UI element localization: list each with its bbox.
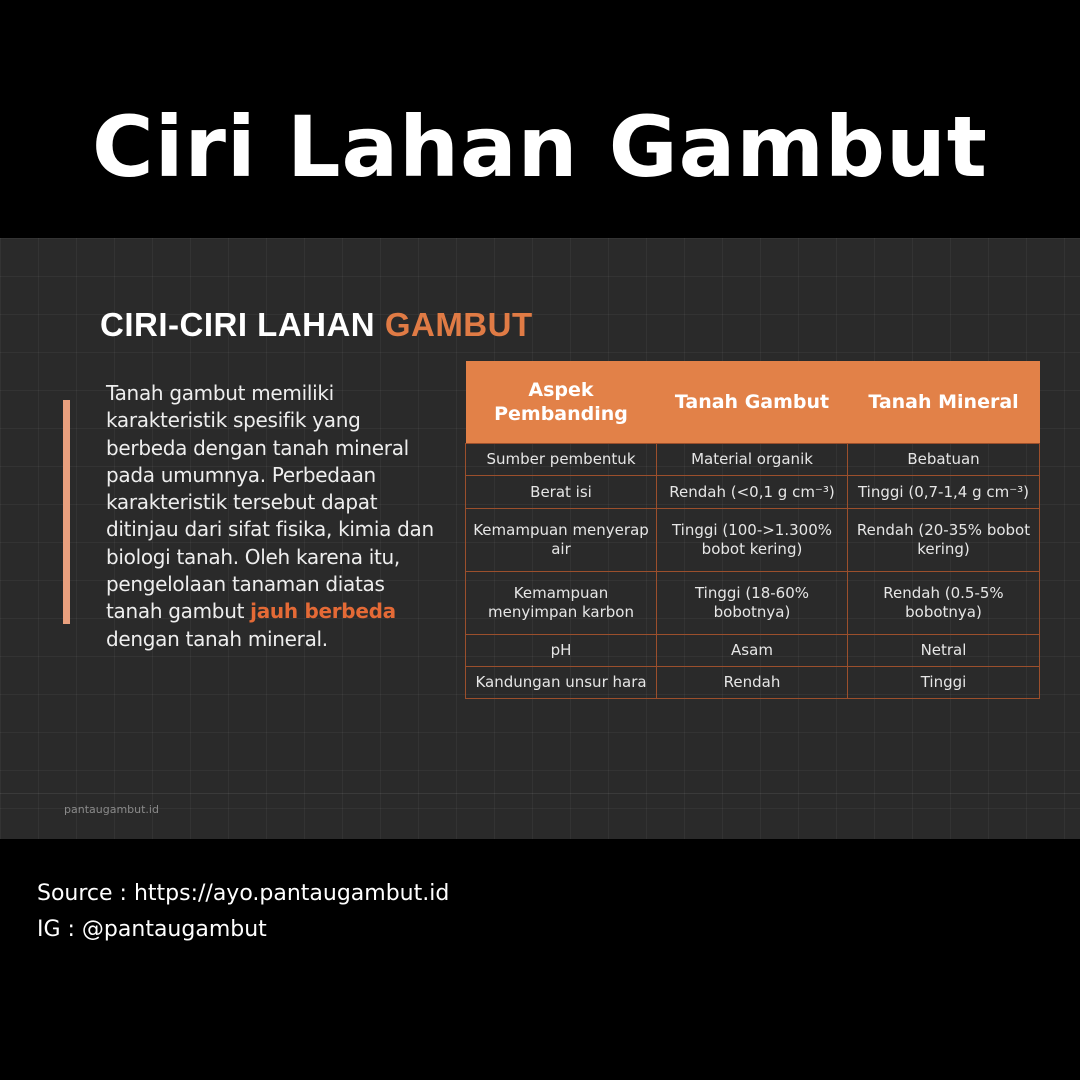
table-row <box>466 509 1040 572</box>
header-aspek-pembanding: Aspek Pembanding <box>466 361 657 444</box>
table-cell: Sumber pembentuk <box>466 444 657 476</box>
source-block <box>37 876 449 948</box>
description-text-1: Tanah gambut memiliki karakteristik spesifik yang berbeda dengan tanah mineral pada umumnya. Perbedaan karakteristik tersebut dapat ditinjau dari sifat fisika, kimia dan biologi tanah. Oleh karena itu, pengelolaan tanaman diatas tanah gambut <box>106 381 434 624</box>
slide-footer-divider <box>0 793 1080 794</box>
description-paragraph <box>106 380 446 653</box>
table-cell: Berat isi <box>466 476 657 509</box>
table-cell: Rendah (0.5-5% bobotnya) <box>848 572 1040 635</box>
table-cell: Bebatuan <box>848 444 1040 476</box>
table-cell: Rendah (<0,1 g cm⁻³) <box>657 476 848 509</box>
slide-heading-accent: GAMBUT <box>384 306 533 343</box>
table-cell: Asam <box>657 635 848 667</box>
header-tanah-mineral: Tanah Mineral <box>848 361 1040 444</box>
table-cell: Rendah <box>657 667 848 699</box>
description-highlight: jauh berbeda <box>250 599 396 624</box>
table-header-row <box>466 361 1040 444</box>
table-row <box>466 572 1040 635</box>
main-title: Ciri Lahan Gambut <box>92 98 988 196</box>
table-cell: pH <box>466 635 657 667</box>
table-cell: Kemampuan menyerap air <box>466 509 657 572</box>
table-cell: Tinggi (100->1.300% bobot kering) <box>657 509 848 572</box>
source-link: Source : https://ayo.pantaugambut.id <box>37 881 450 906</box>
slide-panel <box>0 238 1080 839</box>
table-cell: Netral <box>848 635 1040 667</box>
table-cell: Kandungan unsur hara <box>466 667 657 699</box>
header-tanah-gambut: Tanah Gambut <box>657 361 848 444</box>
table-cell: Kemampuan menyimpan karbon <box>466 572 657 635</box>
table-row <box>466 635 1040 667</box>
footer-brand: pantaugambut.id <box>64 803 159 816</box>
accent-bar <box>63 400 70 624</box>
table-cell: Tinggi (18-60% bobotnya) <box>657 572 848 635</box>
instagram-handle: IG : @pantaugambut <box>37 917 267 942</box>
slide-heading-part1: CIRI-CIRI LAHAN <box>100 306 385 343</box>
table-row <box>466 476 1040 509</box>
table-row <box>466 444 1040 476</box>
table-cell: Rendah (20-35% bobot kering) <box>848 509 1040 572</box>
table-row <box>466 667 1040 699</box>
table-cell: Tinggi <box>848 667 1040 699</box>
table-cell: Material organik <box>657 444 848 476</box>
slide-heading <box>100 306 533 344</box>
table-cell: Tinggi (0,7-1,4 g cm⁻³) <box>848 476 1040 509</box>
description-text-2: dengan tanah mineral. <box>106 626 328 651</box>
comparison-table <box>465 361 1040 699</box>
